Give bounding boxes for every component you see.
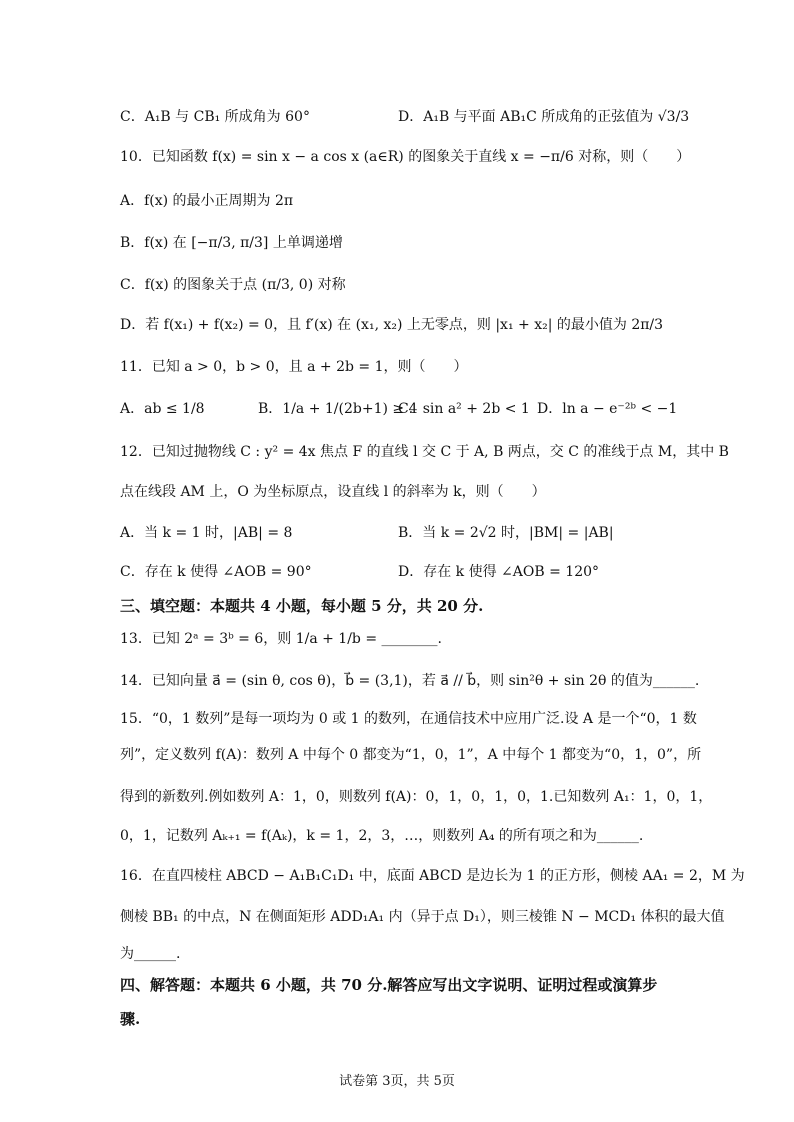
q10-option-a: A．f(x) 的最小正周期为 2π [120, 193, 294, 209]
question-15-line2: 列”，定义数列 f(A)：数列 A 中每个 0 都变为“1，0，1”，A 中每个 1 都变为“0，1，0”，所 [120, 747, 702, 763]
question-10: 10．已知函数 f(x) = sin x − a cos x (a∈R) 的图象关于直线 x = −π/6 对称，则（ ） [120, 149, 691, 165]
q10-option-b: B．f(x) 在 [−π/3, π/3] 上单调递增 [120, 235, 343, 251]
page-footer: 试卷第 3页，共 5页 [339, 1074, 455, 1089]
question-15-line3: 得到的新数列.例如数列 A：1，0，则数列 f(A)：0，1，0，1，0，1.已知数列 A₁：1，0，1， [120, 789, 713, 805]
q12-option-a: A．当 k = 1 时，|AB| = 8 [120, 525, 293, 541]
question-14: 14．已知向量 a⃗ = (sin θ, cos θ)，b⃗ = (3,1)，若 a⃗ // b⃗，则 sin²θ + sin 2θ 的值为______. [120, 673, 700, 689]
q9-option-d: D．A₁B 与平面 AB₁C 所成角的正弦值为 √3/3 [398, 109, 690, 125]
section-4-heading-line2: 骤. [120, 1010, 141, 1028]
question-15-line1: 15．“0，1 数列”是每一项均为 0 或 1 的数列，在通信技术中应用广泛.设 A 是一个“0，1 数 [120, 711, 697, 727]
q11-option-c: C．sin a² + 2b < 1 [398, 401, 530, 417]
question-12-line2: 点在线段 AM 上，O 为坐标原点，设直线 l 的斜率为 k，则（ ） [120, 484, 546, 500]
question-11: 11．已知 a > 0，b > 0，且 a + 2b = 1，则（ ） [120, 359, 468, 375]
q11-option-a: A．ab ≤ 1/8 [120, 401, 205, 417]
question-13: 13．已知 2ᵃ = 3ᵇ = 6，则 1/a + 1/b = ________. [120, 631, 442, 647]
question-16-line3: 为______. [120, 946, 181, 962]
section-4-heading-line1: 四、解答题：本题共 6 小题，共 70 分.解答应写出文字说明、证明过程或演算步 [120, 976, 658, 994]
q12-option-d: D．存在 k 使得 ∠AOB = 120° [398, 564, 600, 580]
q10-option-d: D．若 f(x₁) + f(x₂) = 0，且 f′(x) 在 (x₁, x₂) 上无零点，则 |x₁ + x₂| 的最小值为 2π/3 [120, 317, 664, 333]
question-15-line4: 0，1，记数列 Aₖ₊₁ = f(Aₖ)，k = 1，2，3，…，则数列 A₄ 的所有项之和为______. [120, 828, 644, 844]
q9-option-c: C．A₁B 与 CB₁ 所成角为 60° [120, 109, 310, 125]
q11-option-b: B．1/a + 1/(2b+1) ≥ 4 [258, 401, 418, 417]
section-3-heading: 三、填空题：本题共 4 小题，每小题 5 分，共 20 分. [120, 597, 484, 615]
q12-option-c: C．存在 k 使得 ∠AOB = 90° [120, 564, 312, 580]
question-12-line1: 12．已知过抛物线 C : y² = 4x 焦点 F 的直线 l 交 C 于 A, B 两点，交 C 的准线于点 M，其中 B [120, 444, 729, 460]
question-16-line1: 16．在直四棱柱 ABCD − A₁B₁C₁D₁ 中，底面 ABCD 是边长为 1 的正方形，侧棱 AA₁ = 2，M 为 [120, 868, 745, 884]
q11-option-d: D．ln a − e⁻²ᵇ < −1 [537, 401, 678, 417]
q10-option-c: C．f(x) 的图象关于点 (π/3, 0) 对称 [120, 277, 346, 293]
question-16-line2: 侧棱 BB₁ 的中点，N 在侧面矩形 ADD₁A₁ 内（异于点 D₁），则三棱锥 N − MCD₁ 体积的最大值 [120, 909, 725, 925]
q12-option-b: B．当 k = 2√2 时，|BM| = |AB| [398, 525, 614, 541]
